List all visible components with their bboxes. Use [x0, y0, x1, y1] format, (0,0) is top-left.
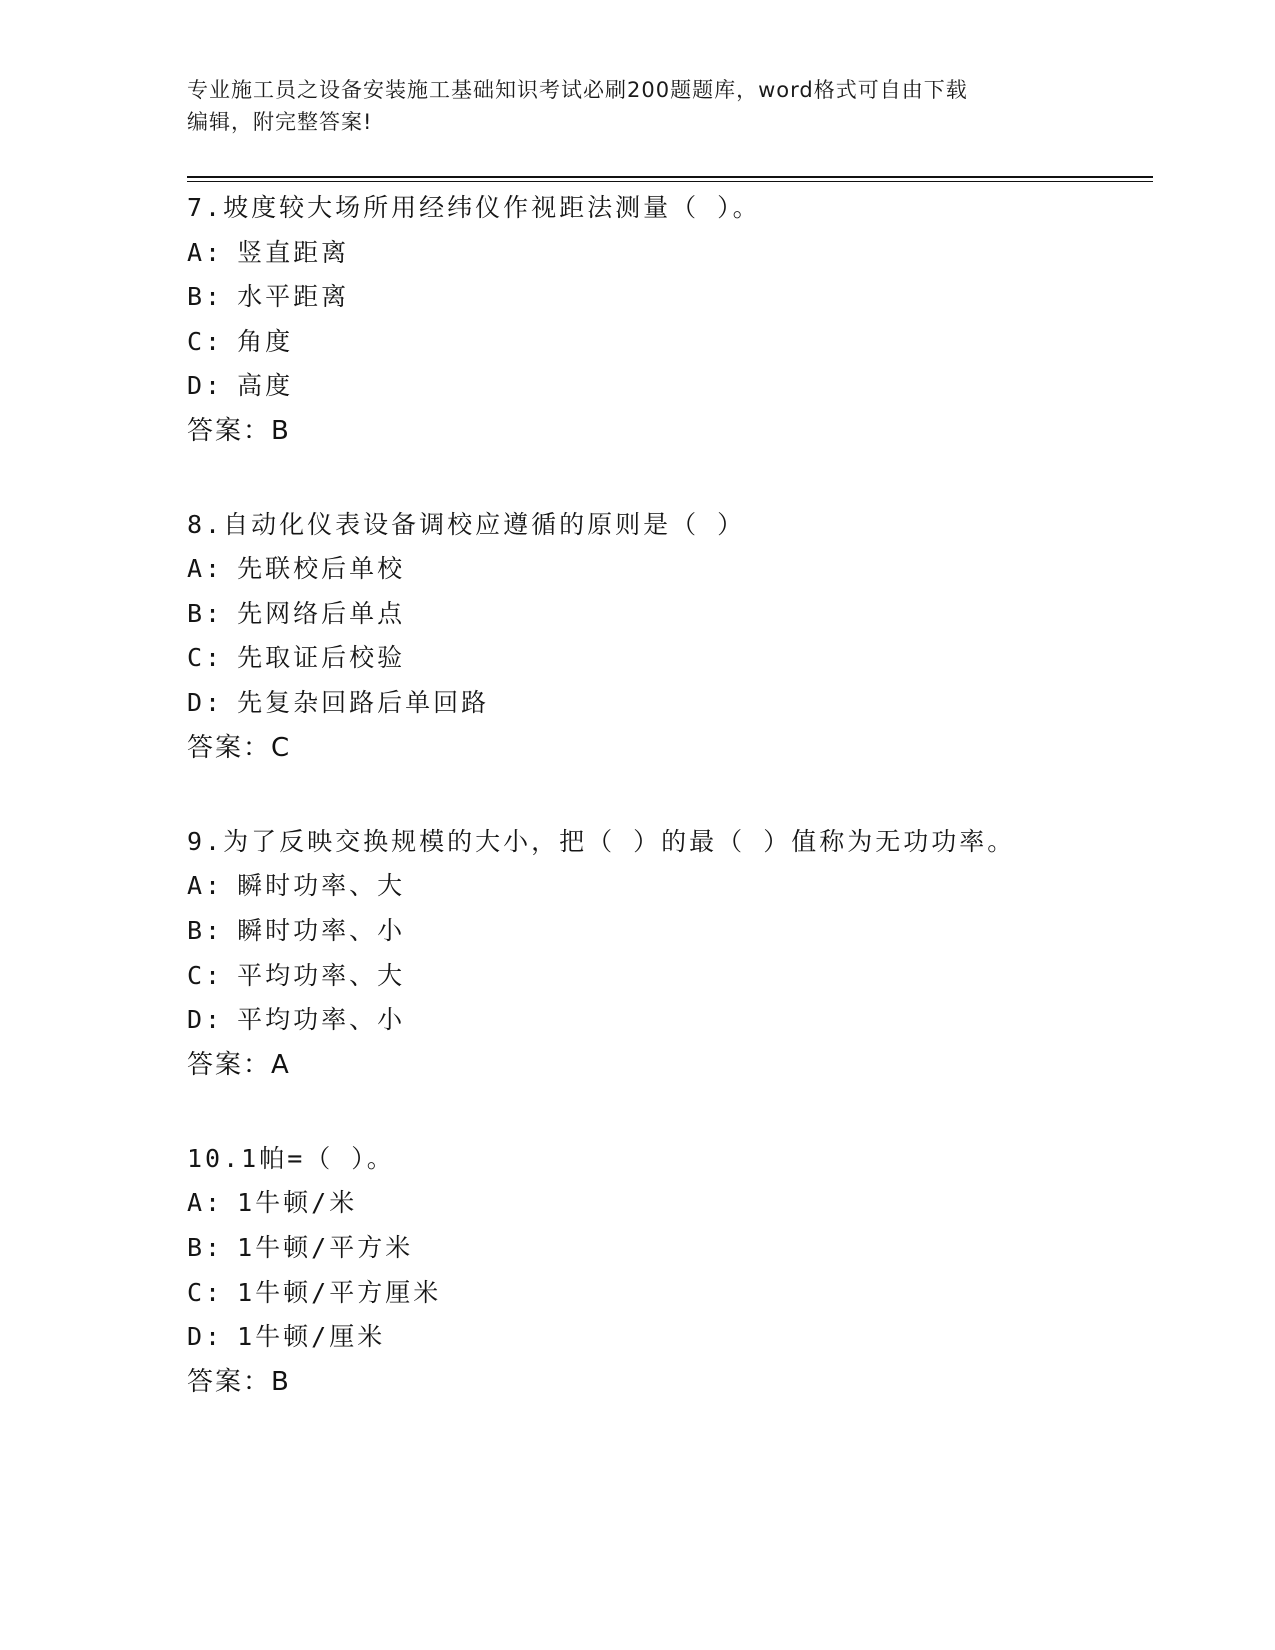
option-text: 1牛顿/米	[237, 1188, 358, 1217]
header-title-line1: 专业施工员之设备安装施工基础知识考试必刷200题题库，word格式可自由下载	[187, 78, 968, 102]
option-key: D:	[187, 1322, 224, 1351]
answer-line: 答案：B	[187, 416, 291, 446]
option-key: B:	[187, 599, 224, 628]
option-text: 平均功率、大	[237, 961, 406, 990]
question-option	[187, 1273, 441, 1309]
option-key: A:	[187, 871, 224, 900]
question-stem: 8.自动化仪表设备调校应遵循的原则是（ ）	[187, 510, 746, 539]
question-option	[187, 683, 489, 719]
option-text: 先网络后单点	[237, 599, 406, 628]
question-option	[187, 956, 405, 992]
option-key: A:	[187, 1188, 224, 1217]
option-key: B:	[187, 1233, 224, 1262]
option-key: C:	[187, 1278, 224, 1307]
option-text: 水平距离	[237, 282, 350, 311]
option-text: 瞬时功率、大	[237, 871, 406, 900]
option-text: 平均功率、小	[237, 1005, 406, 1034]
option-key: B:	[187, 282, 224, 311]
question-option	[187, 549, 405, 585]
question-stem: 10.1帕=（ ）。	[187, 1144, 395, 1173]
question-option	[187, 1317, 385, 1353]
option-text: 竖直距离	[237, 238, 350, 267]
answer-line: 答案：B	[187, 1367, 291, 1397]
option-key: B:	[187, 916, 224, 945]
question-option	[187, 1000, 405, 1036]
option-text: 1牛顿/厘米	[237, 1322, 386, 1351]
option-text: 先联校后单校	[237, 554, 406, 583]
option-key: C:	[187, 643, 224, 672]
question-stem: 7.坡度较大场所用经纬仪作视距法测量（ ）。	[187, 193, 761, 222]
question-stem: 9.为了反映交换规模的大小，把（ ）的最（ ）值称为无功功率。	[187, 827, 1016, 856]
document-header	[187, 74, 1067, 138]
option-text: 先取证后校验	[237, 643, 406, 672]
question-option	[187, 866, 405, 902]
option-text: 瞬时功率、小	[237, 916, 406, 945]
option-key: D:	[187, 688, 224, 717]
question-option	[187, 366, 293, 402]
question-option	[187, 594, 405, 630]
answer-line: 答案：A	[187, 1050, 291, 1080]
option-key: A:	[187, 554, 224, 583]
answer-line: 答案：C	[187, 733, 292, 763]
question-option	[187, 322, 293, 358]
option-text: 高度	[237, 371, 294, 400]
option-key: A:	[187, 238, 224, 267]
option-text: 先复杂回路后单回路	[237, 688, 490, 717]
question-option	[187, 1228, 413, 1264]
question-option	[187, 638, 405, 674]
option-key: D:	[187, 1005, 224, 1034]
option-key: C:	[187, 327, 224, 356]
header-divider-thick	[187, 176, 1153, 178]
option-key: D:	[187, 371, 224, 400]
header-title-line2: 编辑，附完整答案!	[187, 110, 373, 134]
option-text: 角度	[237, 327, 294, 356]
question-option	[187, 1183, 357, 1219]
option-text: 1牛顿/平方米	[237, 1233, 414, 1262]
option-text: 1牛顿/平方厘米	[237, 1278, 442, 1307]
question-option	[187, 277, 349, 313]
header-divider-thin	[187, 181, 1153, 182]
option-key: C:	[187, 961, 224, 990]
question-option	[187, 911, 405, 947]
question-option	[187, 233, 349, 269]
